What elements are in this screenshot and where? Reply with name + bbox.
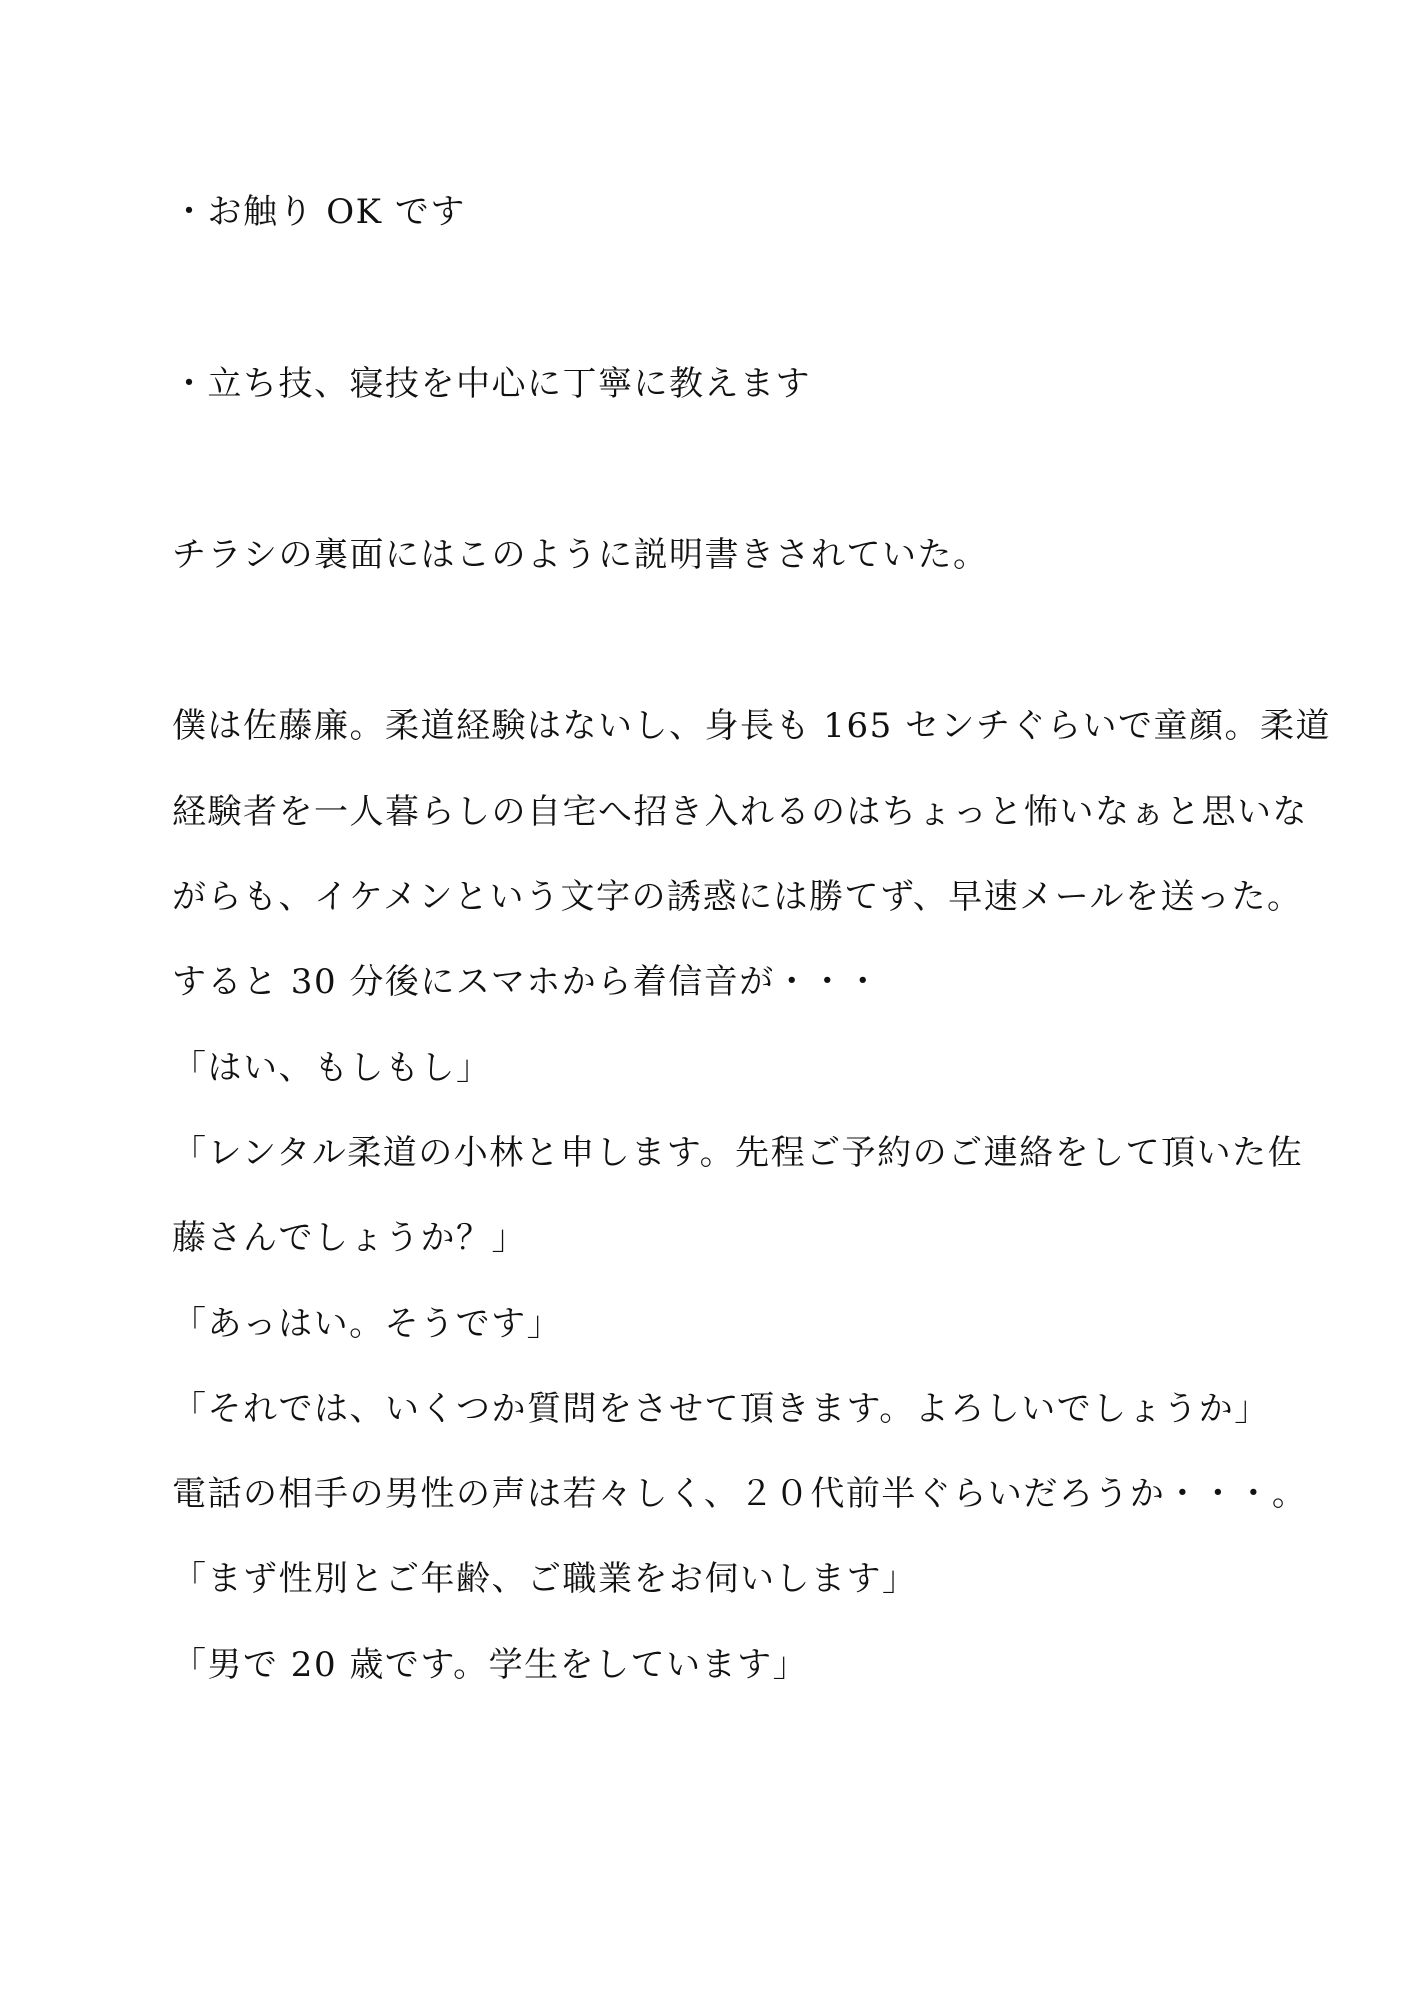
paragraph-line: 僕は佐藤廉。柔道経験はないし、身長も 165 センチぐらいで童顔。柔道 [172, 706, 1332, 746]
dialogue-line: 「あっはい。そうです」 [172, 1304, 563, 1344]
dialogue-line: 藤さんでしょうか？」 [172, 1218, 527, 1258]
paragraph-line: チラシの裏面にはこのように説明書きされていた。 [172, 535, 989, 575]
paragraph-line: がらも、イケメンという文字の誘惑には勝てず、早速メールを送った。 [172, 877, 1303, 917]
paragraph-line: すると 30 分後にスマホから着信音が・・・ [172, 962, 882, 1002]
bullet-line-techniques: ・立ち技、寝技を中心に丁寧に教えます [172, 364, 811, 404]
paragraph-line: 電話の相手の男性の声は若々しく、２０代前半ぐらいだろうか・・・。 [172, 1474, 1308, 1514]
bullet-line-touch-ok: ・お触り OK です [172, 192, 466, 232]
paragraph-line: 経験者を一人暮らしの自宅へ招き入れるのはちょっと怖いなぁと思いな [172, 792, 1308, 832]
dialogue-line: 「はい、もしもし」 [172, 1048, 492, 1088]
dialogue-line: 「男で 20 歳です。学生をしています」 [172, 1645, 809, 1685]
dialogue-line: 「それでは、いくつか質問をさせて頂きます。よろしいでしょうか」 [172, 1389, 1270, 1429]
dialogue-line: 「レンタル柔道の小林と申します。先程ご予約のご連絡をして頂いた佐 [172, 1133, 1304, 1173]
dialogue-line: 「まず性別とご年齢、ご職業をお伺いします」 [172, 1559, 918, 1599]
